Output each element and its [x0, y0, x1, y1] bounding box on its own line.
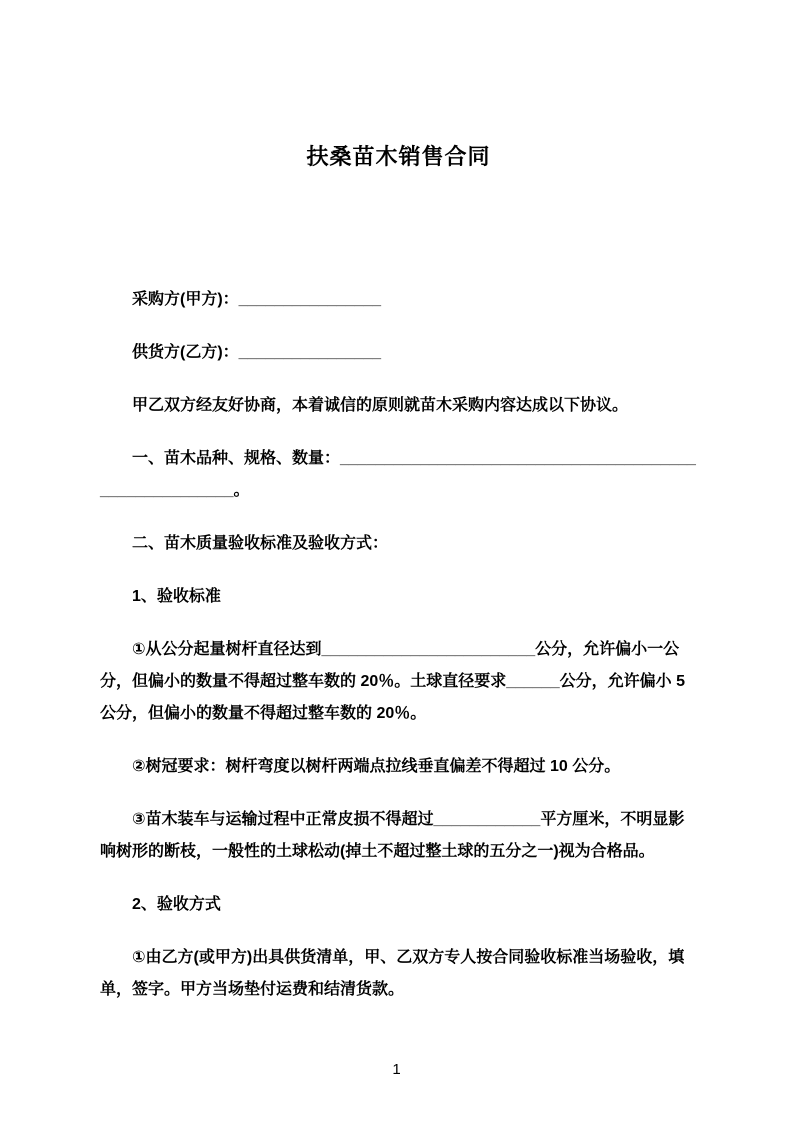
- acceptance-standard-item-1: ①从公分起量树杆直径达到________________________公分，允许偏小一公分，但偏小的数量不得超过整车数的 20％。土球直径要求______公分，允许偏小 5 公分，但偏小的数量不得超过整车数的 20％。: [100, 641, 685, 722]
- acceptance-standard-item-2: ②树冠要求：树杆弯度以树杆两端点拉线垂直偏差不得超过 10 公分。: [132, 758, 621, 775]
- document-title: 扶桑苗木销售合同: [306, 144, 491, 169]
- intro-paragraph: 甲乙双方经友好协商，本着诚信的原则就苗木采购内容达成以下协议。: [132, 397, 629, 414]
- section-one-heading: 一、苗木品种、规格、数量：_______________________________________________________。: [100, 450, 696, 499]
- acceptance-standard-item-3: ③苗木装车与运输过程中正常皮损不得超过____________平方厘米，不明显影响树形的断枝，一般性的土球松动(掉土不超过整土球的五分之一)视为合格品。: [100, 811, 685, 860]
- section-two-heading: 二、苗木质量验收标准及验收方式：: [132, 535, 389, 552]
- acceptance-method-heading: 2、验收方式: [132, 896, 221, 913]
- buyer-line: 采购方(甲方)：________________: [132, 291, 382, 308]
- acceptance-method-item-1: ①由乙方(或甲方)出具供货清单，甲、乙双方专人按合同验收标准当场验收，填单，签字。甲方当场垫付运费和结清货款。: [100, 949, 685, 998]
- acceptance-standard-heading: 1、验收标准: [132, 588, 221, 605]
- page-number: 1: [392, 1061, 401, 1078]
- supplier-line: 供货方(乙方)：________________: [132, 344, 382, 361]
